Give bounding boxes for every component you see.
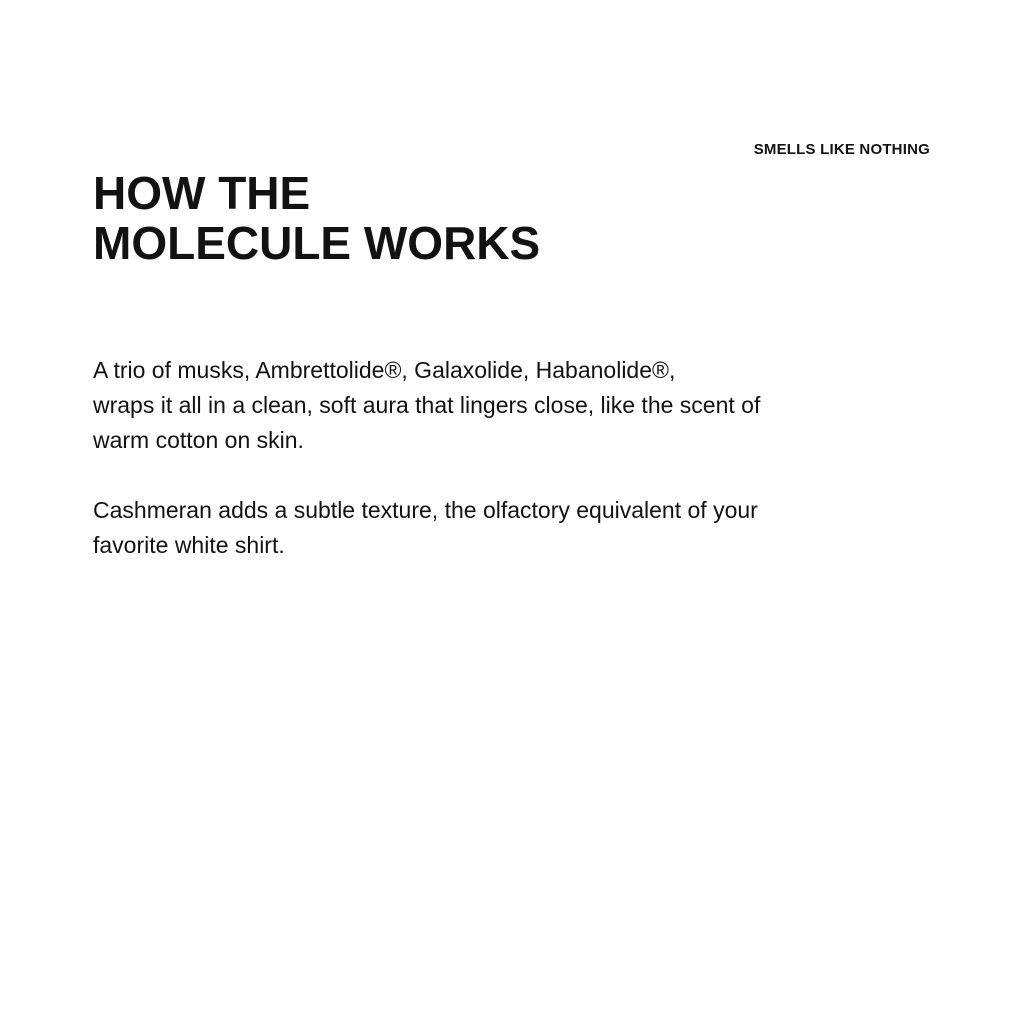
paragraph-cashmeran-line-2: favorite white shirt. — [93, 532, 285, 558]
paragraph-musks-line-3: warm cotton on skin. — [93, 427, 304, 453]
paragraph-musks-line-2: wraps it all in a clean, soft aura that lingers close, like the scent of — [93, 392, 761, 418]
body-copy — [93, 353, 760, 598]
paragraph-cashmeran-line-1: Cashmeran adds a subtle texture, the olfactory equivalent of your — [93, 497, 758, 523]
brand-label: SMELLS LIKE NOTHING — [753, 141, 930, 158]
page-title — [93, 168, 540, 268]
paragraph-cashmeran — [93, 493, 760, 563]
page-title-line-2: MOLECULE WORKS — [93, 216, 541, 269]
paragraph-musks — [93, 353, 760, 458]
page-title-line-1: HOW THE — [93, 166, 311, 219]
paragraph-musks-line-1: A trio of musks, Ambrettolide®, Galaxolide, Habanolide®, — [93, 357, 676, 383]
